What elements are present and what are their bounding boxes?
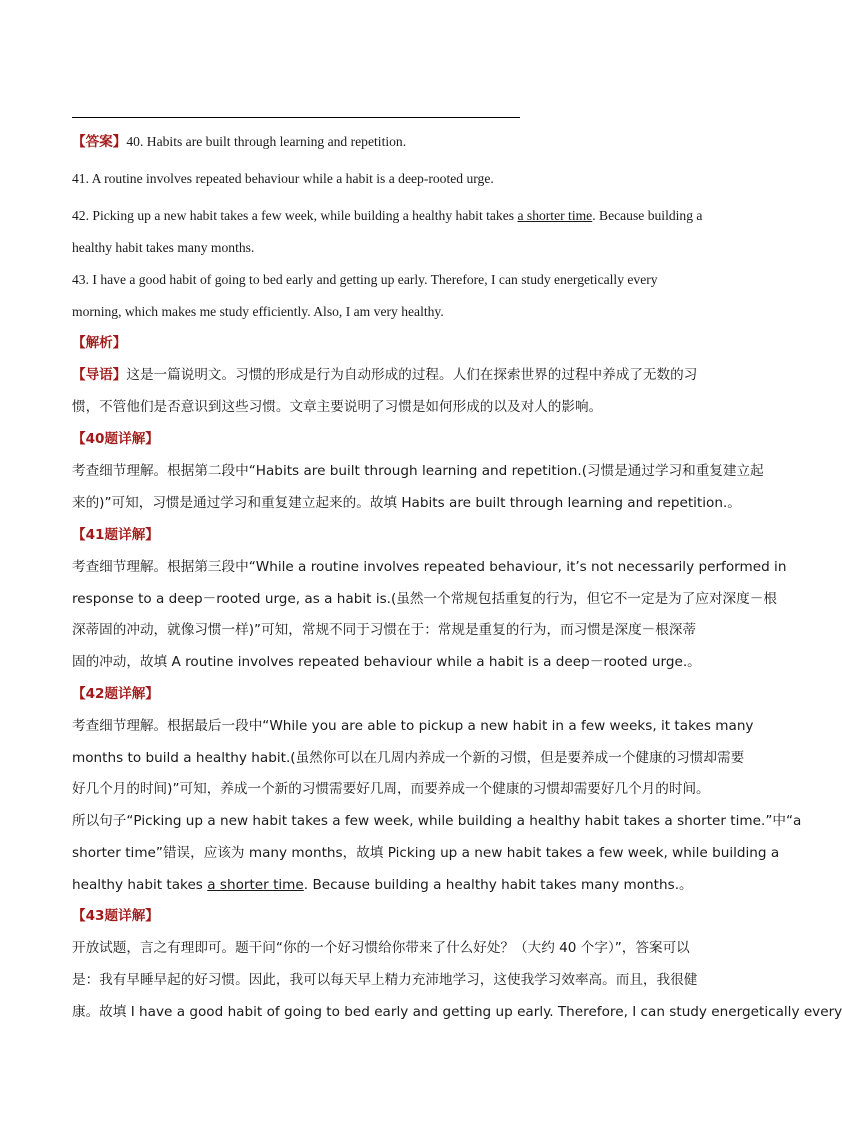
answer-label: 【答案】 (72, 134, 127, 150)
answer-42-underline: a shorter time (517, 208, 593, 223)
q42-line6-underline: a shorter time (207, 877, 304, 893)
q43-label: 【43题详解】 (72, 908, 159, 924)
q42-line6-pre: healthy habit takes (72, 877, 208, 893)
q42-line4: 所以句子“Picking up a new habit takes a few week, while building a healthy habit takes a shorter time.”中“a (72, 813, 802, 829)
intro-label: 【导语】 (72, 367, 127, 383)
intro-line1 (72, 365, 724, 385)
answer-41: 41. A routine involves repeated behaviour while a habit is a deep-rooted urge. (72, 171, 494, 186)
q41-line3: 深蒂固的冲动，就像习惯一样)”可知，常规不同于习惯在于：常规是重复的行为，而习惯是深度－根深蒂 (72, 622, 697, 638)
q42-line1: 考查细节理解。根据最后一段中“While you are able to pickup a new habit in a few weeks, it takes many (72, 718, 754, 734)
q40-line1: 考查细节理解。根据第二段中“Habits are built through learning and repetition.(习惯是通过学习和重复建立起 (72, 463, 764, 479)
answer-43-line2: morning, which makes me study efficiently. Also, I am very healthy. (72, 304, 444, 319)
q42-line3: 好几个月的时间)”可知，养成一个新的习惯需要好几周，而要养成一个健康的习惯却需要好几个月的时间。 (72, 781, 710, 797)
q41-label: 【41题详解】 (72, 527, 159, 543)
answer-43-line1: 43. I have a good habit of going to bed early and getting up early. Therefore, I can study energetically every (72, 272, 658, 287)
q41-line1: 考查细节理解。根据第三段中“While a routine involves repeated behaviour, it’s not necessarily performed in (72, 559, 787, 575)
q42-label: 【42题详解】 (72, 686, 159, 702)
answer-40-line (72, 132, 724, 153)
q40-line2: 来的)”可知，习惯是通过学习和重复建立起来的。故填 Habits are built through learning and repetition.。 (72, 495, 741, 511)
answer-42-post: . Because building a (592, 208, 703, 223)
separator-line (72, 117, 520, 118)
answer-42-line2: healthy habit takes many months. (72, 240, 255, 255)
q43-line2: 是：我有早睡早起的好习惯。因此，我可以每天早上精力充沛地学习，这使我学习效率高。而且，我很健 (72, 972, 698, 988)
q43-line3: 康。故填 I have a good habit of going to bed early and getting up early. Therefore, I can study energetically every (72, 1004, 842, 1020)
answer-40: 40. Habits are built through learning and repetition. (126, 134, 407, 149)
q40-label: 【40题详解】 (72, 431, 159, 447)
answer-42-line1 (72, 206, 724, 226)
q42-line6-post: . Because building a healthy habit takes many months.。 (303, 877, 693, 893)
q41-line4: 固的冲动，故填 A routine involves repeated behaviour while a habit is a deep－rooted urge.。 (72, 654, 701, 670)
q42-line2: months to build a healthy habit.(虽然你可以在几周内养成一个新的习惯，但是要养成一个健康的习惯却需要 (72, 750, 745, 766)
intro-text-1: 这是一篇说明文。习惯的形成是行为自动形成的过程。人们在探索世界的过程中养成了无数的习 (126, 367, 698, 383)
q42-line6 (72, 875, 724, 895)
q42-line5: shorter time”错误，应该为 many months，故填 Picking up a new habit takes a few week, while building a (72, 845, 780, 861)
analysis-label: 【解析】 (72, 335, 127, 351)
answer-42-pre: 42. Picking up a new habit takes a few week, while building a healthy habit takes (72, 208, 518, 223)
intro-line2: 惯，不管他们是否意识到这些习惯。文章主要说明了习惯是如何形成的以及对人的影响。 (72, 399, 603, 415)
q41-line2: response to a deep－rooted urge, as a habit is.(虽然一个常规包括重复的行为，但它不一定是为了应对深度－根 (72, 591, 777, 607)
q43-line1: 开放试题，言之有理即可。题干问“你的一个好习惯给你带来了什么好处？（大约 40 个字）”，答案可以 (72, 940, 690, 956)
